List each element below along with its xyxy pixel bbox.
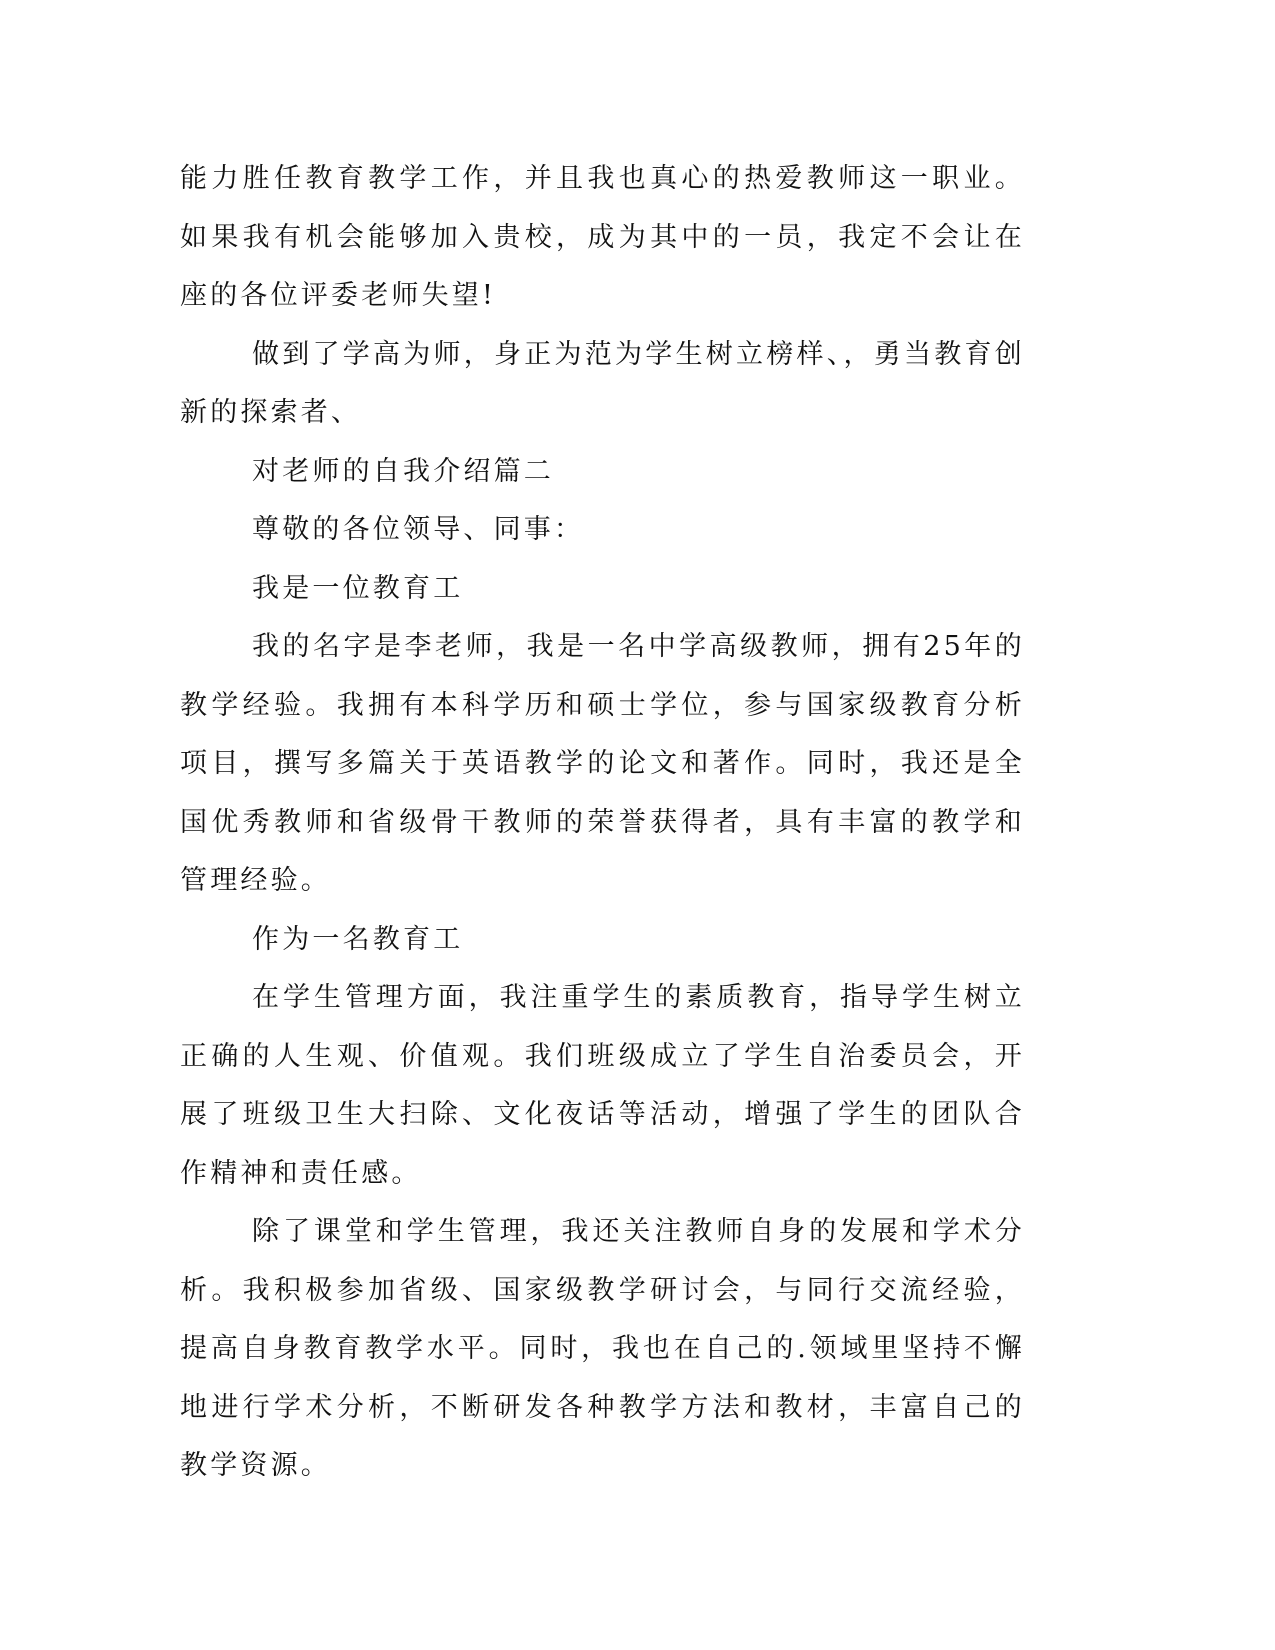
paragraph-role-model: 做到了学高为师，身正为范为学生树立榜样、，勇当教育创新的探索者、 <box>180 338 1025 428</box>
section-heading: 对老师的自我介绍篇二 <box>252 455 554 487</box>
paragraph-professional-development: 除了课堂和学生管理，我还关注教师自身的发展和学术分析。我积极参加省级、国家级教学研讨会，与同行交流经验，提高自身教育教学水平。同时，我也在自己的.领域里坚持不懈地进行学术分析，不断研发各种教学方法和教材，丰富自己的教学资源。 <box>180 1216 1025 1481</box>
paragraph-role-fragment: 作为一名教育工 <box>252 923 464 955</box>
salutation: 尊敬的各位领导、同事： <box>252 514 585 545</box>
paragraph-student-management: 在学生管理方面，我注重学生的素质教育，指导学生树立正确的人生观、价值观。我们班级成立了学生自治委员会，开展了班级卫生大扫除、文化夜话等活动，增强了学生的团队合作精神和责任感。 <box>180 982 1025 1189</box>
paragraph-intro-fragment: 我是一位教育工 <box>252 572 464 604</box>
paragraph-continuation: 能力胜任教育教学工作，并且我也真心的热爱教师这一职业。如果我有机会能够加入贵校，成为其中的一员，我定不会让在座的各位评委老师失望! <box>180 163 1025 311</box>
paragraph-background: 我的名字是李老师，我是一名中学高级教师，拥有25年的教学经验。我拥有本科学历和硕士学位，参与国家级教育分析项目，撰写多篇关于英语教学的论文和著作。同时，我还是全国优秀教师和省级骨干教师的荣誉获得者，具有丰富的教学和管理经验。 <box>180 631 1025 896</box>
document-page <box>180 150 1025 1496</box>
